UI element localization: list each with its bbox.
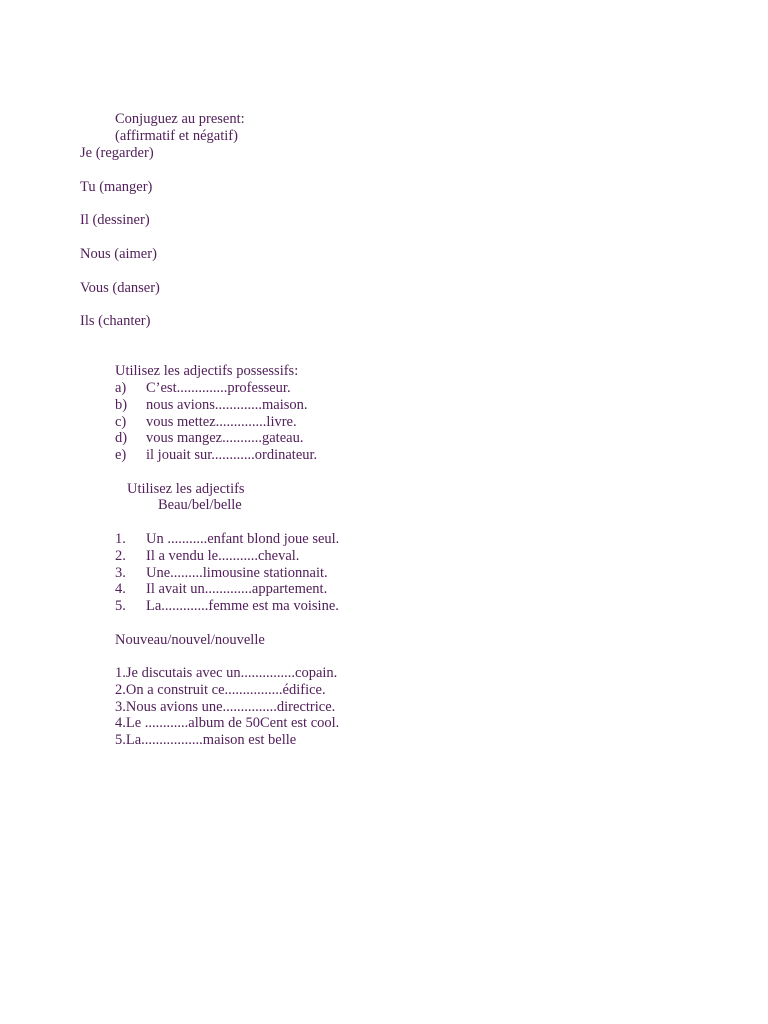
beau-subtitle: Beau/bel/belle <box>158 497 242 513</box>
possessives-title: Utilisez les adjectifs possessifs: <box>115 363 299 379</box>
conjugation-item: Tu (manger) <box>80 179 153 195</box>
conjugation-item: Je (regarder) <box>80 145 154 161</box>
exercise-text: nous avions.............maison. <box>146 397 308 413</box>
possessives-item <box>115 430 303 447</box>
nouveau-item: 3.Nous avions une...............directrice. <box>115 699 336 715</box>
nouveau-item: 5.La.................maison est belle <box>115 732 297 748</box>
beau-item <box>115 531 339 548</box>
list-marker: 2. <box>115 548 126 564</box>
exercise-text: vous mettez..............livre. <box>146 414 297 430</box>
conjugation-item: Vous (danser) <box>80 280 160 296</box>
list-marker: b) <box>115 397 128 413</box>
beau-item <box>115 565 328 582</box>
nouveau-item: 2.On a construit ce................édifice. <box>115 682 326 698</box>
exercise-text: il jouait sur............ordinateur. <box>146 447 318 463</box>
list-marker: 3. <box>115 565 126 581</box>
conjugation-subtitle: (affirmatif et négatif) <box>115 128 238 144</box>
beau-item <box>115 548 299 565</box>
exercise-text: Il avait un.............appartement. <box>146 581 328 597</box>
conjugation-item: Il (dessiner) <box>80 212 150 228</box>
possessives-item <box>115 397 308 414</box>
list-marker: c) <box>115 414 127 430</box>
exercise-text: Un ...........enfant blond joue seul. <box>146 531 340 547</box>
list-marker: 4. <box>115 581 126 597</box>
exercise-text: C’est..............professeur. <box>146 380 291 396</box>
list-marker: a) <box>115 380 127 396</box>
list-marker: 1. <box>115 531 126 547</box>
exercise-text: La.............femme est ma voisine. <box>146 598 339 614</box>
exercise-text: Il a vendu le...........cheval. <box>146 548 300 564</box>
list-marker: e) <box>115 447 127 463</box>
conjugation-item: Nous (aimer) <box>80 246 157 262</box>
possessives-item <box>115 380 291 397</box>
list-marker: d) <box>115 430 128 446</box>
nouveau-item: 1.Je discutais avec un...............copain. <box>115 665 338 681</box>
nouveau-title: Nouveau/nouvel/nouvelle <box>115 632 265 648</box>
conjugation-item: Ils (chanter) <box>80 313 151 329</box>
possessives-item <box>115 447 317 464</box>
beau-item <box>115 581 327 598</box>
conjugation-title: Conjuguez au present: <box>115 111 245 127</box>
exercise-text: Une.........limousine stationnait. <box>146 565 328 581</box>
beau-title: Utilisez les adjectifs <box>127 481 245 497</box>
exercise-text: vous mangez...........gateau. <box>146 430 304 446</box>
beau-item <box>115 598 339 615</box>
nouveau-item: 4.Le ............album de 50Cent est cool. <box>115 715 340 731</box>
possessives-item <box>115 414 297 431</box>
list-marker: 5. <box>115 598 126 614</box>
